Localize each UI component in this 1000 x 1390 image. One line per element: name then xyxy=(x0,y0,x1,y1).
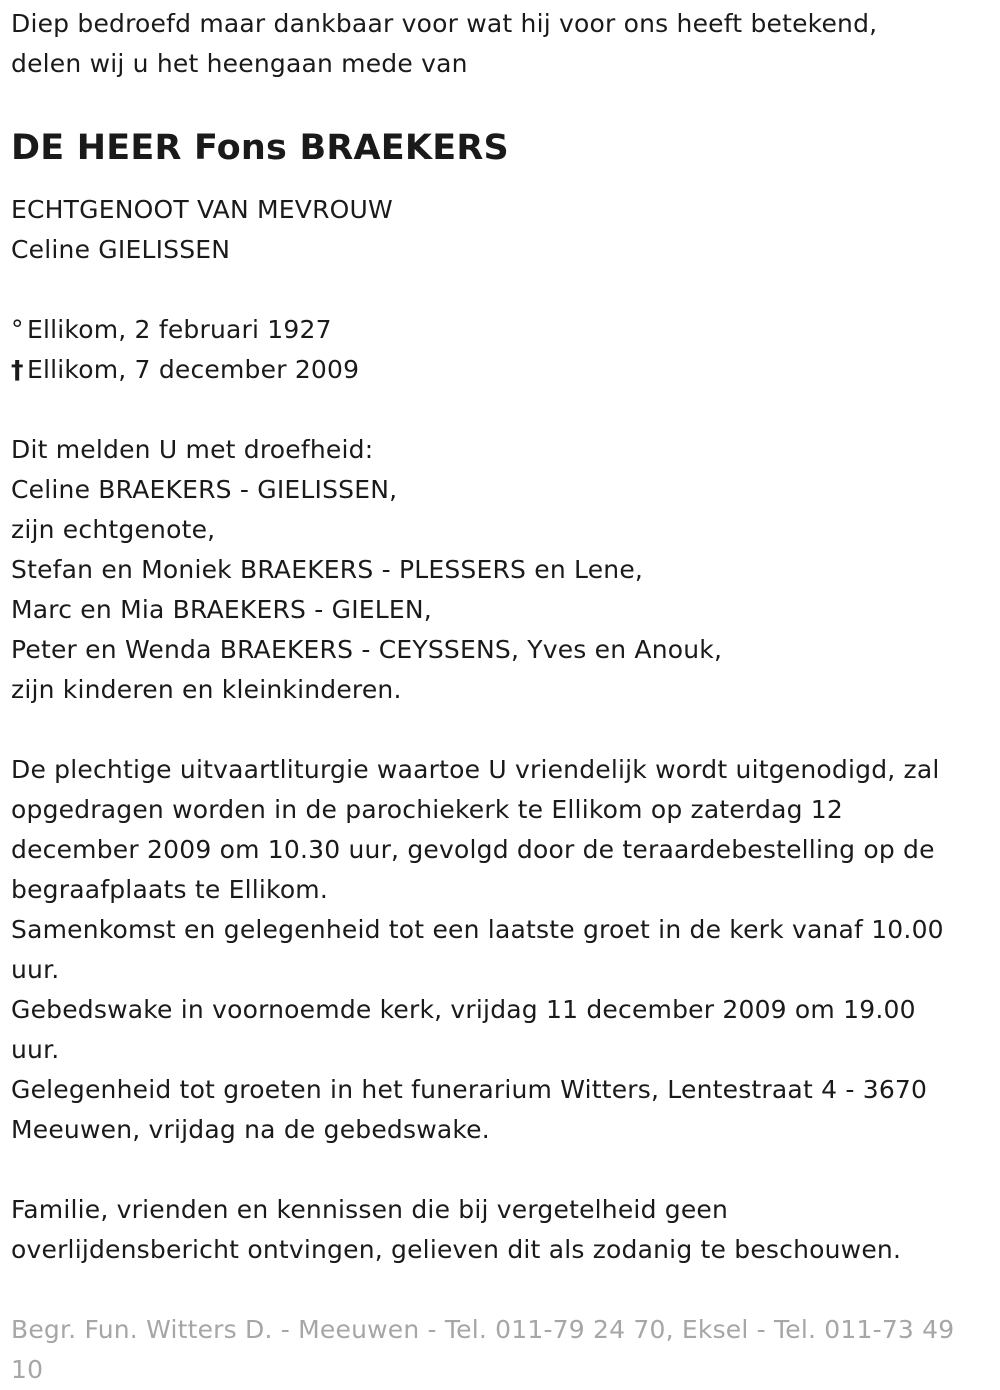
mourner-line: zijn kinderen en kleinkinderen. xyxy=(11,675,402,704)
funeral-line: Gelegenheid tot groeten in het funerarium Witters, Lentestraat 4 - 3670 xyxy=(11,1075,928,1104)
deceased-spouse: Celine GIELISSEN xyxy=(11,235,231,264)
birth-date: Ellikom, 2 februari 1927 xyxy=(27,315,332,344)
birth-symbol: ° xyxy=(11,315,24,344)
death-line xyxy=(11,350,993,390)
spacer xyxy=(11,1270,993,1310)
funeral-line: Gebedswake in voornoemde kerk, vrijdag 11 december 2009 om 19.00 xyxy=(11,995,916,1024)
funeral-line: uur. xyxy=(11,955,60,984)
spacer xyxy=(11,1150,993,1190)
intro-line-1: Diep bedroefd maar dankbaar voor wat hij voor ons heeft betekend, xyxy=(11,9,878,38)
mourner-line: zijn echtgenote, xyxy=(11,515,216,544)
funeral-line: Samenkomst en gelegenheid tot een laatste groet in de kerk vanaf 10.00 xyxy=(11,915,944,944)
notice-line: overlijdensbericht ontvingen, gelieven dit als zodanig te beschouwen. xyxy=(11,1235,902,1264)
birth-line xyxy=(11,310,993,350)
spacer xyxy=(11,270,993,310)
intro-line-2: delen wij u het heengaan mede van xyxy=(11,49,468,78)
spacer xyxy=(11,390,993,430)
footer-line: 10 xyxy=(11,1355,44,1384)
funeral-home-footer xyxy=(11,1310,993,1390)
funeral-line: uur. xyxy=(11,1035,60,1064)
mourner-line: Celine BRAEKERS - GIELISSEN, xyxy=(11,475,398,504)
spacer xyxy=(11,84,993,124)
footer-line: Begr. Fun. Witters D. - Meeuwen - Tel. 011-79 24 70, Eksel - Tel. 011-73 49 xyxy=(11,1315,955,1344)
deceased-name: DE HEER Fons BRAEKERS xyxy=(11,128,509,168)
mourners-heading: Dit melden U met droefheid: xyxy=(11,435,374,464)
funeral-line: opgedragen worden in de parochiekerk te Ellikom op zaterdag 12 xyxy=(11,795,844,824)
funeral-line: De plechtige uitvaartliturgie waartoe U vriendelijk wordt uitgenodigd, zal xyxy=(11,755,940,784)
cross-icon: † xyxy=(11,355,24,384)
funeral-line: december 2009 om 10.30 uur, gevolgd door de teraardebestelling op de xyxy=(11,835,935,864)
funeral-line: Meeuwen, vrijdag na de gebedswake. xyxy=(11,1115,490,1144)
deceased-relation: ECHTGENOOT VAN MEVROUW xyxy=(11,195,393,224)
mourner-line: Marc en Mia BRAEKERS - GIELEN, xyxy=(11,595,432,624)
funeral-line: begraafplaats te Ellikom. xyxy=(11,875,329,904)
mourner-line: Stefan en Moniek BRAEKERS - PLESSERS en Lene, xyxy=(11,555,644,584)
funeral-details xyxy=(11,750,993,1150)
death-date: Ellikom, 7 december 2009 xyxy=(27,355,360,384)
spacer xyxy=(11,710,993,750)
notice-line: Familie, vrienden en kennissen die bij vergetelheid geen xyxy=(11,1195,729,1224)
mourner-line: Peter en Wenda BRAEKERS - CEYSSENS, Yves en Anouk, xyxy=(11,635,723,664)
obituary-notice xyxy=(11,4,993,1390)
